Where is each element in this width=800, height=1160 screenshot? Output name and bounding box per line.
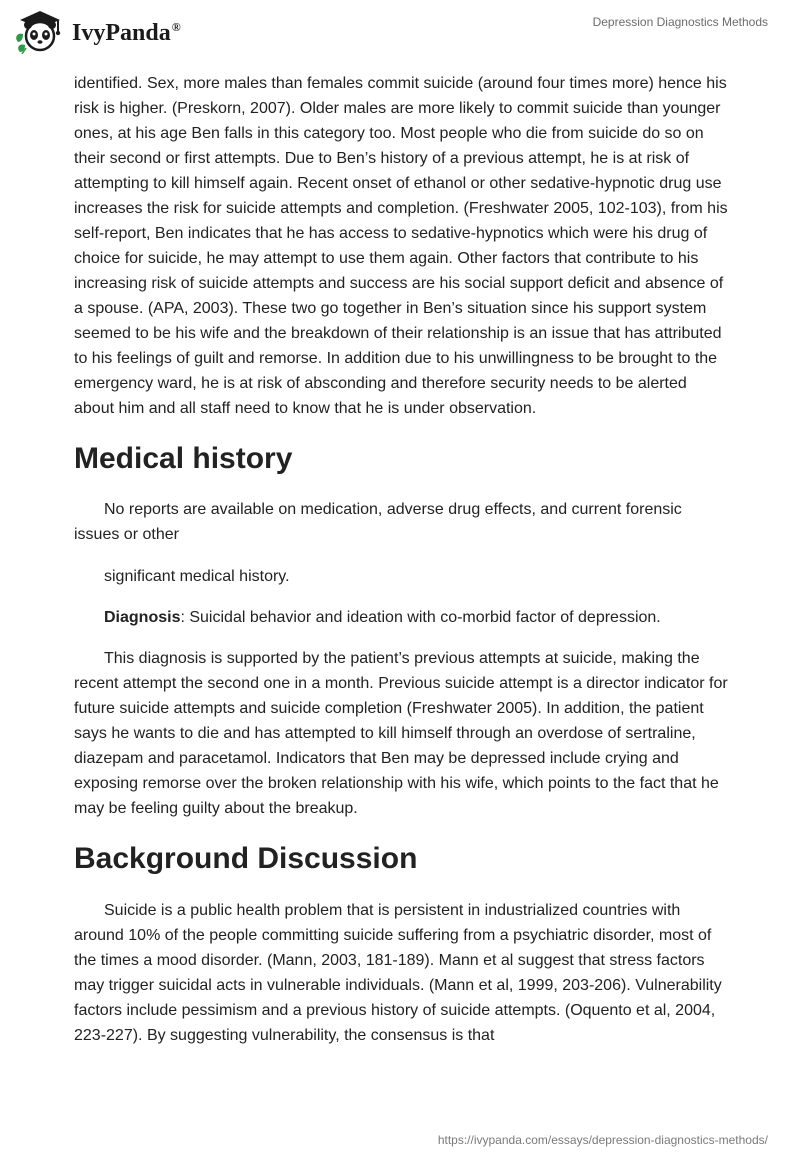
diagnosis-text: : Suicidal behavior and ideation with co-morbid factor of depression. <box>180 609 661 626</box>
paragraph-risk-factors: identified. Sex, more males than females commit suicide (around four times more) hence his risk is higher. (Preskorn, 2007). Older males are more likely to commit suicide than younger ones, at his age Ben falls in this category too. Most people who die from suicide do so on their second or first attempts. Due to Ben’s history of a previous attempt, he is at risk of attempting to kill himself again. Recent onset of ethanol or other sedative-hypnotic drug use increases the risk for suicide attempts and completion. (Freshwater 2005, 102-103), from his self-report, Ben indicates that he has access to sedative-hypnotics which were his drug of choice for suicide, he may attempt to use them again. Other factors that contribute to his increasing risk of suicide attempts and success are his social support deficit and absence of a spouse. (APA, 2003). These two go together in Ben’s situation since his support system seemed to be his wife and the breakdown of their relationship is an issue that has attributed to his feelings of guilt and remorse. In addition due to his unwillingness to be brought to the emergency ward, he is at risk of absconding and therefore security needs to be alerted about him and all staff need to know that he is under observation. <box>74 75 728 417</box>
paragraph-medical-history-cont: significant medical history. <box>104 568 290 585</box>
page-header <box>0 0 800 70</box>
heading-medical-history: Medical history <box>74 442 293 475</box>
document-title: Depression Diagnostics Methods <box>592 15 768 29</box>
heading-background-discussion: Background Discussion <box>74 842 418 875</box>
diagnosis-label: Diagnosis <box>104 609 181 626</box>
ivypanda-logo[interactable] <box>14 8 181 54</box>
paragraph-diagnosis-support: This diagnosis is supported by the patient’s previous attempts at suicide, making the recent attempt the second one in a month. Previous suicide attempt is a director indicator for future suicide attempts and suicide completion (Freshwater 2005). In addition, the patient says he wants to die and has attempted to kill himself through an overdose of sertraline, diazepam and paracetamol. Indicators that Ben may be depressed include crying and exposing remorse over the broken relationship with his wife, which points to the fact that he may be feeling guilty about the breakup. <box>74 650 728 817</box>
paragraph-diagnosis <box>104 605 730 630</box>
paragraph-background: Suicide is a public health problem that is persistent in industrialized countries with around 10% of the people committing suicide suffering from a psychiatric disorder, most of the times a mood disorder. (Mann, 2003, 181-189). Mann et al suggest that stress factors may trigger suicidal acts in vulnerable individuals. (Mann et al, 1999, 203-206). Vulnerability factors include pessimism and a previous history of suicide attempts. (Oquento et al, 2004, 223-227). By suggesting vulnerability, the consensus is that <box>74 902 722 1044</box>
paragraph-medical-history: No reports are available on medication, adverse drug effects, and current forensic issues or other <box>74 501 682 543</box>
essay-content <box>74 71 730 1048</box>
source-url[interactable]: https://ivypanda.com/essays/depression-diagnostics-methods/ <box>437 1133 768 1147</box>
brand-name: IvyPanda® <box>72 19 181 46</box>
panda-mascot-icon <box>14 8 66 54</box>
